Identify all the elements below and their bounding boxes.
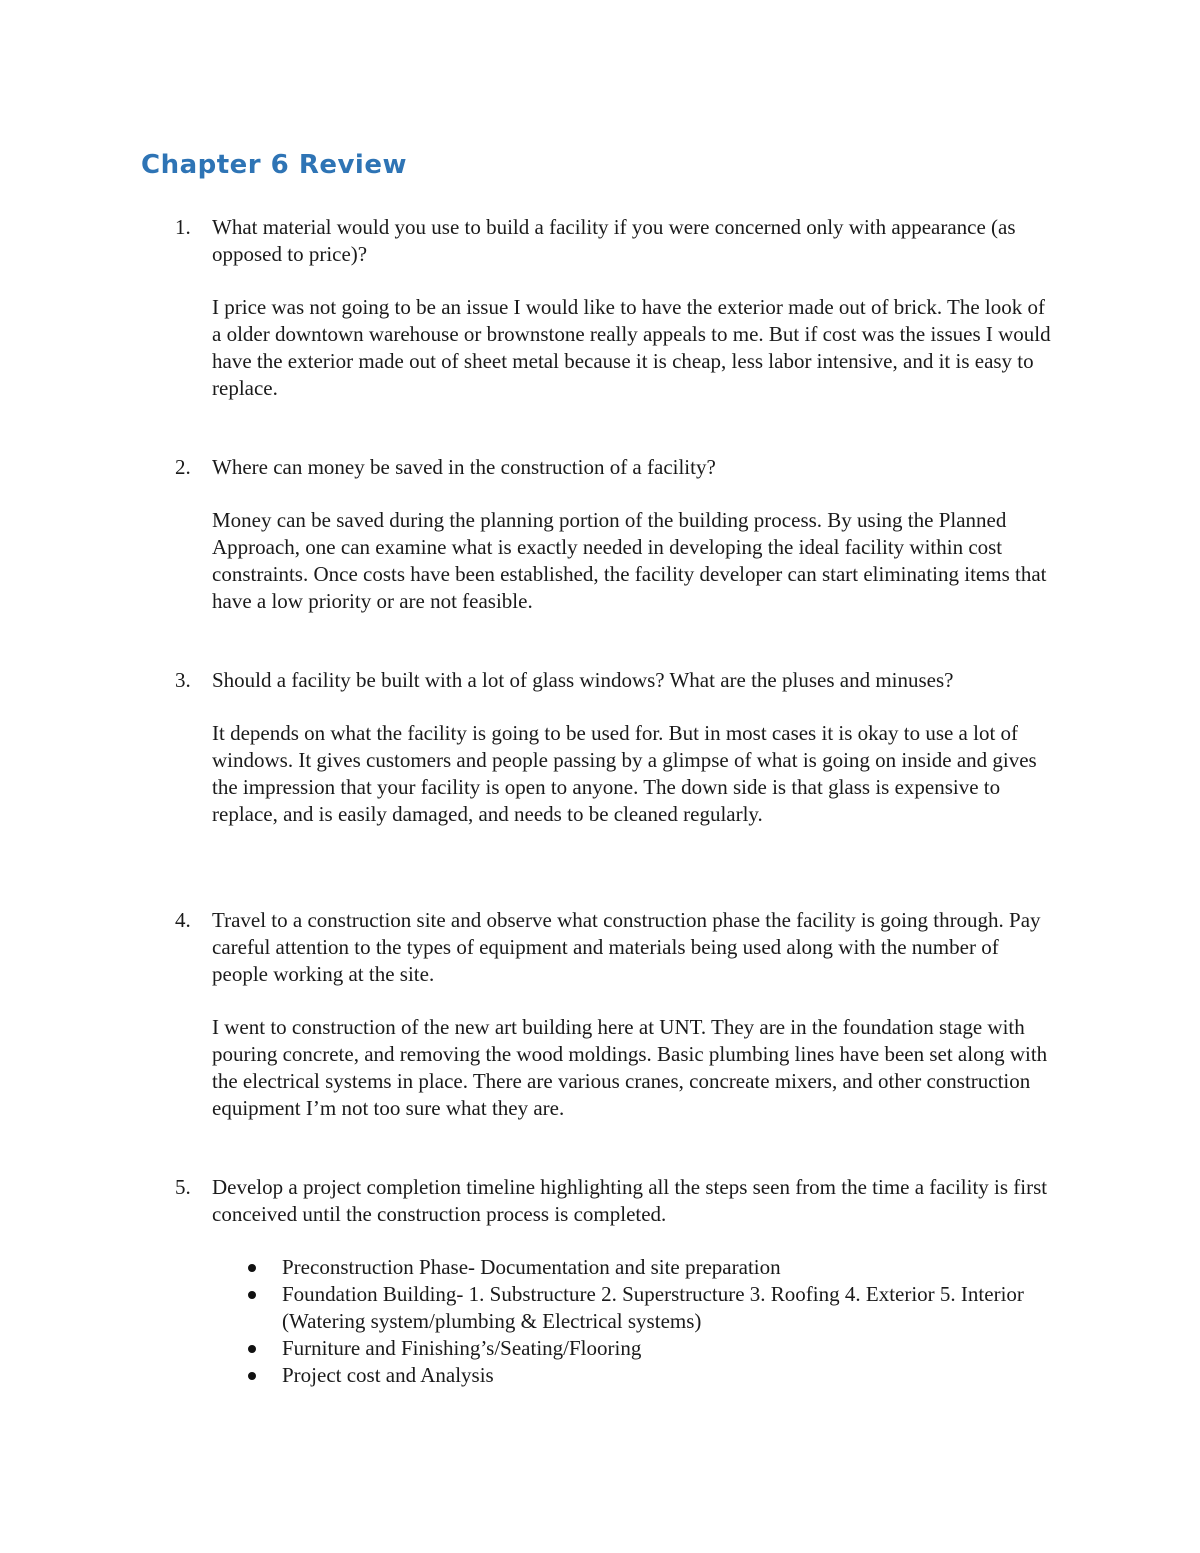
list-item-text: Foundation Building- 1. Substructure 2. Superstructure 3. Roofing 4. Exterior 5. Interior (Watering system/plumbing & Electrical systems) [282, 1282, 1024, 1333]
timeline-list [0, 1254, 1200, 1389]
bullet-icon [248, 1345, 256, 1353]
list-item [0, 1335, 1200, 1362]
list-item [0, 1254, 1200, 1281]
list-item [0, 1281, 1200, 1335]
answer-text: It depends on what the facility is going to be used for. But in most cases it is okay to use a lot of windows. It gives customers and people passing by a glimpse of what is going on inside and gives the impression that your facility is open to anyone. The down side is that glass is expensive to replace, and is easily damaged, and needs to be cleaned regularly. [212, 721, 1037, 826]
question-text: What material would you use to build a facility if you were concerned only with appearance (as opposed to price)? [212, 215, 1016, 266]
answer-text: Money can be saved during the planning portion of the building process. By using the Planned Approach, one can examine what is exactly needed in developing the ideal facility within cost constraints. Once costs have been established, the facility developer can start eliminating items that have a low priority or are not feasible. [212, 508, 1047, 613]
question-number: 1. [175, 215, 191, 239]
list-item [0, 1362, 1200, 1389]
bullet-icon [248, 1291, 256, 1299]
question-number: 3. [175, 668, 191, 692]
answer-text: I went to construction of the new art building here at UNT. They are in the foundation stage with pouring concrete, and removing the wood moldings. Basic plumbing lines have been set along with the electrical systems in place. There are various cranes, concreate mixers, and other construction equipment I’m not too sure what they are. [212, 1015, 1048, 1120]
question-text: Develop a project completion timeline highlighting all the steps seen from the time a facility is first conceived until the construction process is completed. [212, 1175, 1048, 1226]
list-item-text: Project cost and Analysis [282, 1363, 494, 1387]
list-item-text: Preconstruction Phase- Documentation and site preparation [282, 1255, 781, 1279]
question-text: Travel to a construction site and observe what construction phase the facility is going through. Pay careful attention to the types of equipment and materials being used along with the number of people working at the site. [212, 908, 1041, 986]
question-text: Should a facility be built with a lot of glass windows? What are the pluses and minuses? [212, 668, 954, 692]
bullet-icon [248, 1372, 256, 1380]
question-number: 4. [175, 908, 191, 932]
question-number: 2. [175, 455, 191, 479]
page-title: Chapter 6 Review [141, 150, 407, 180]
question-text: Where can money be saved in the construction of a facility? [212, 455, 716, 479]
bullet-icon [248, 1264, 256, 1272]
question-number: 5. [175, 1175, 191, 1199]
answer-text: I price was not going to be an issue I would like to have the exterior made out of brick. The look of a older downtown warehouse or brownstone really appeals to me. But if cost was the issues I would have the exterior made out of sheet metal because it is cheap, less labor intensive, and it is easy to replace. [212, 295, 1051, 400]
list-item-text: Furniture and Finishing’s/Seating/Flooring [282, 1336, 642, 1360]
